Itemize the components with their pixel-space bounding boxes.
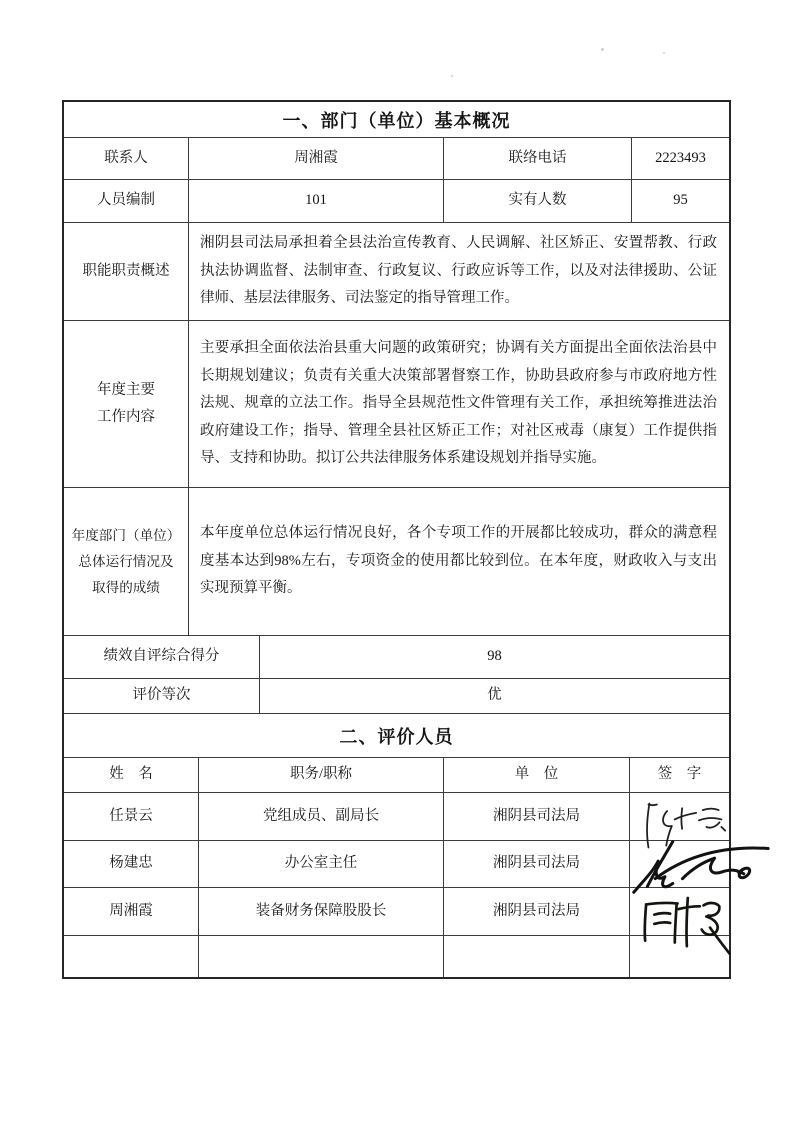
staffing-label: 人员编制	[97, 192, 155, 209]
person-name: 杨建忠	[109, 855, 153, 872]
section1-title-row	[64, 102, 729, 137]
personnel-header-row	[64, 757, 729, 792]
performance-evaluation-table	[62, 100, 731, 979]
col-header-name: 姓 名	[109, 766, 153, 783]
score-row	[64, 635, 729, 678]
person-title: 装备财务保障股股长	[198, 888, 443, 935]
table-row	[64, 887, 729, 935]
person-sign-cell	[629, 793, 729, 840]
scan-speck	[601, 48, 604, 51]
contact-row	[64, 137, 729, 179]
section2-title: 二、评价人员	[339, 726, 454, 747]
person-name: 任景云	[109, 807, 153, 824]
score-label: 绩效自评综合得分	[103, 648, 220, 665]
table-row	[64, 840, 729, 887]
overall-label-line2: 总体运行情况及	[78, 553, 174, 569]
table-row	[64, 792, 729, 840]
annual-work-text: 主要承担全面依法治县重大问题的政策研究；协调有关方面提出全面依法治县中长期规划建议；负责有关重大决策部署督察工作，协助县政府参与市政府地方性法规、规章的立法工作。指导全县规范性文件管理有关工作，承担统筹推进法治政府建设工作；指导、管理全县社区矫正工作；对社区戒毒（康复）工作提供指导、支持和协助。拟订公共法律服务体系建设规划并指导实施。	[200, 340, 717, 467]
person-sign-cell	[629, 888, 729, 935]
contact-value: 周湘霞	[188, 138, 443, 179]
section2-title-row	[64, 713, 729, 757]
person-unit: 湘阴县司法局	[443, 793, 629, 840]
person-unit: 湘阴县司法局	[443, 888, 629, 935]
grade-row	[64, 678, 729, 713]
person-name	[64, 936, 198, 977]
duty-text: 湘阴县司法局承担着全县法治宣传教育、人民调解、社区矫正、安置帮教、行政执法协调监督、法制审查、行政复议、行政应诉等工作，以及对法律援助、公证律师、基层法律服务、司法鉴定的指导管理工作。	[200, 235, 717, 307]
overall-label	[64, 488, 188, 635]
annual-work-text-cell	[188, 321, 729, 487]
col-header-unit: 单 位	[443, 758, 629, 792]
annual-work-row	[64, 320, 729, 487]
duty-row	[64, 222, 729, 320]
col-header-sign: 签 字	[629, 758, 729, 792]
col-header-title: 职务/职称	[198, 758, 443, 792]
annual-work-label-line2: 工作内容	[97, 409, 155, 425]
duty-label: 职能职责概述	[82, 262, 170, 279]
overall-text-cell	[188, 488, 729, 635]
actual-count-value: 95	[631, 180, 729, 222]
overall-text: 本年度单位总体运行情况良好，各个专项工作的开展都比较成功，群众的满意程度基本达到98%左右，专项资金的使用都比较到位。在本年度，财政收入与支出实现预算平衡。	[200, 525, 717, 597]
person-unit: 湘阴县司法局	[443, 841, 629, 887]
person-name: 周湘霞	[109, 902, 153, 919]
scan-speck	[451, 75, 453, 77]
person-title: 办公室主任	[198, 841, 443, 887]
overall-row	[64, 487, 729, 635]
duty-text-cell	[188, 223, 729, 320]
grade-value: 优	[259, 679, 729, 713]
staffing-row	[64, 179, 729, 222]
person-title	[198, 936, 443, 977]
overall-label-line3: 取得的成绩	[92, 579, 160, 595]
overall-label-line1: 年度部门（单位）	[71, 527, 181, 543]
actual-count-label: 实有人数	[443, 180, 631, 222]
contact-label: 联系人	[104, 149, 148, 166]
phone-label: 联络电话	[443, 138, 631, 179]
staffing-value: 101	[188, 180, 443, 222]
phone-value: 2223493	[631, 138, 729, 179]
grade-label: 评价等次	[132, 687, 191, 704]
annual-work-label	[64, 321, 188, 487]
section1-title: 一、部门（单位）基本概况	[282, 110, 511, 131]
table-row	[64, 935, 729, 977]
person-unit	[443, 936, 629, 977]
person-sign-cell	[629, 841, 729, 887]
person-sign-cell	[629, 936, 729, 977]
annual-work-label-line1: 年度主要	[97, 382, 155, 398]
person-title: 党组成员、副局长	[198, 793, 443, 840]
score-value: 98	[259, 636, 729, 678]
scan-speck	[663, 52, 665, 54]
